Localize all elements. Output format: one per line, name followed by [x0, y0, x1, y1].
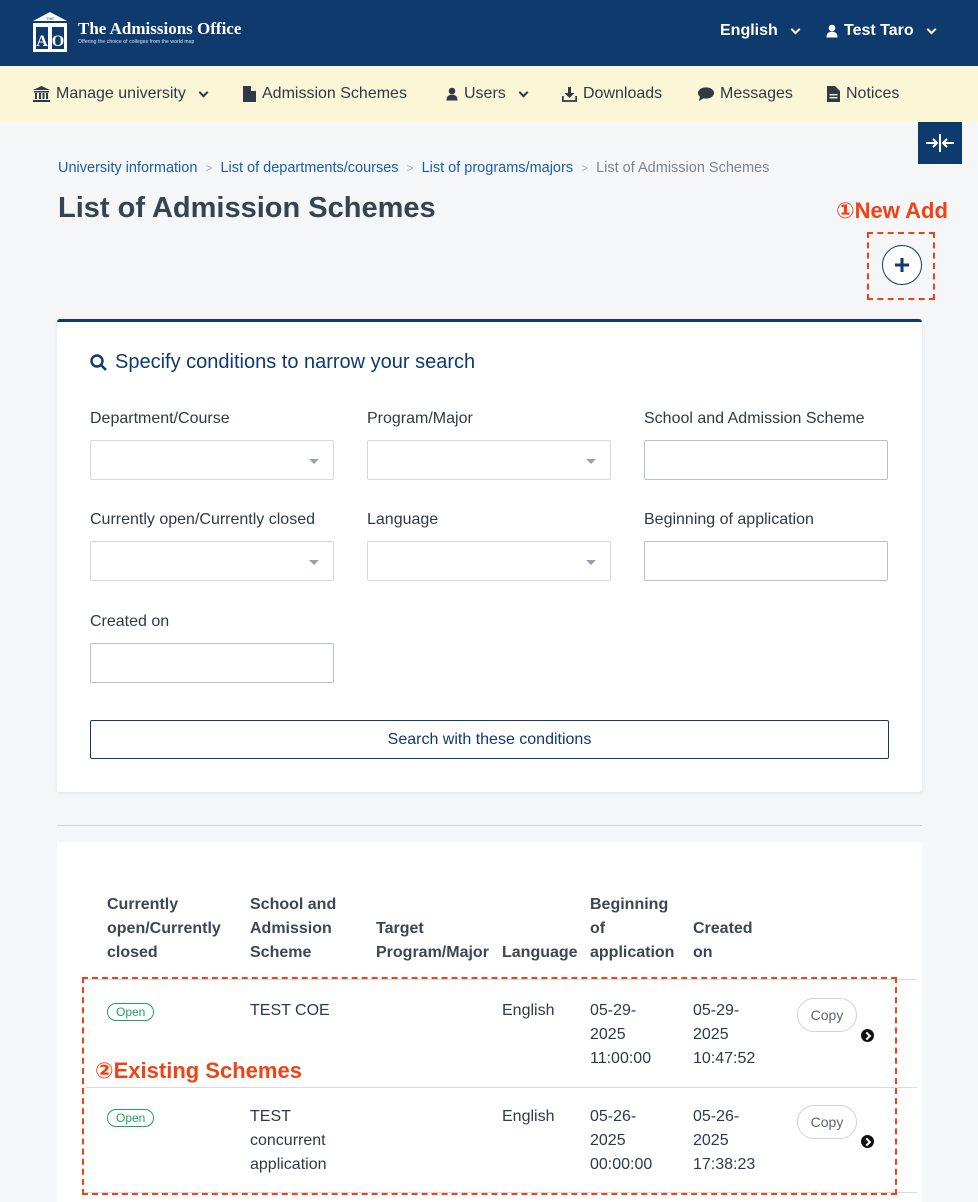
nav-downloads[interactable] [562, 85, 662, 103]
program-label: Program/Major [367, 410, 473, 427]
download-icon [562, 87, 577, 102]
language-label: English [720, 22, 778, 39]
open-closed-select[interactable] [90, 541, 334, 581]
page-title: List of Admission Schemes [58, 192, 436, 224]
logo[interactable] [32, 11, 241, 53]
caret-down-icon [586, 459, 596, 464]
svg-text:O: O [51, 33, 65, 50]
caret-down-icon [309, 459, 319, 464]
annotation-box-existing [82, 977, 897, 1195]
compress-arrows-icon [925, 133, 955, 153]
breadcrumb-separator: > [406, 161, 414, 175]
open-closed-label: Currently open/Currently closed [90, 511, 315, 528]
beginning-label: Beginning of application [644, 511, 814, 528]
status-badge: Open [107, 1003, 154, 1021]
nav-messages[interactable] [698, 85, 793, 103]
scheme-cell: TEST COE [250, 1002, 330, 1019]
created-cell: 05-26-2025 17:38:23 [693, 1108, 756, 1173]
status-badge: Open [107, 1109, 154, 1127]
university-icon [33, 86, 50, 102]
user-name: Test Taro [844, 22, 914, 39]
annotation-existing-schemes: ②Existing Schemes [95, 1058, 302, 1083]
user-icon [446, 87, 458, 101]
nav-label: Notices [846, 85, 900, 102]
school-scheme-label: School and Admission Scheme [644, 410, 865, 427]
column-header-target: Target Program/Major [376, 920, 489, 961]
language-cell: English [502, 1002, 555, 1019]
caret-down-icon [586, 560, 596, 565]
department-label: Department/Course [90, 410, 230, 427]
copy-button[interactable]: Copy [797, 998, 857, 1032]
caret-down-icon [309, 560, 319, 565]
nav-admission-schemes[interactable] [243, 85, 407, 103]
logo-title: The Admissions Office [78, 18, 242, 38]
search-panel [57, 319, 922, 792]
language-label: Language [367, 511, 439, 528]
top-header [0, 0, 978, 66]
logo-mark-icon [32, 11, 68, 53]
logo-subtitle: Offering the choice of colleges from the world map [78, 38, 195, 45]
breadcrumb-university-information[interactable]: University information [58, 160, 198, 176]
language-dropdown[interactable] [720, 22, 799, 40]
column-header-scheme: School and Admission Scheme [250, 896, 337, 961]
collapse-width-button[interactable] [918, 122, 962, 164]
breadcrumb-separator: > [205, 161, 213, 175]
nav-users[interactable] [446, 85, 527, 103]
chat-icon [698, 87, 714, 101]
school-scheme-input[interactable] [644, 440, 888, 480]
column-header-beginning: Beginning of application [590, 896, 675, 961]
created-label: Created on [90, 613, 170, 630]
breadcrumb-programs[interactable]: List of programs/majors [421, 160, 574, 176]
breadcrumb-departments[interactable]: List of departments/courses [220, 160, 399, 176]
column-header-status: Currently open/Currently closed [107, 896, 221, 961]
nav-label: Messages [720, 85, 793, 102]
user-icon [826, 24, 838, 38]
beginning-cell: 05-29-2025 11:00:00 [590, 1002, 652, 1067]
search-title-text: Specify conditions to narrow your search [115, 351, 476, 373]
nav-label: Users [464, 85, 506, 102]
logo-mark-text: THE [46, 16, 54, 21]
search-button[interactable]: Search with these conditions [90, 720, 889, 759]
nav-manage-university[interactable] [33, 85, 207, 103]
breadcrumb-current: List of Admission Schemes [596, 160, 770, 176]
nav-label: Manage university [56, 85, 186, 102]
created-input[interactable] [90, 643, 334, 683]
copy-button[interactable]: Copy [797, 1105, 857, 1139]
user-menu[interactable] [826, 22, 935, 40]
file-icon [243, 86, 256, 102]
nav-notices[interactable] [827, 85, 899, 103]
main-nav [0, 66, 978, 122]
nav-label: Downloads [583, 85, 663, 102]
column-header-language: Language [502, 944, 578, 961]
breadcrumb-separator: > [581, 161, 589, 175]
search-title [90, 351, 475, 374]
svg-text:A: A [36, 33, 48, 50]
program-select[interactable] [367, 440, 611, 480]
breadcrumb [58, 160, 769, 176]
column-header-created: Created on [693, 920, 753, 961]
created-cell: 05-29-2025 10:47:52 [693, 1002, 756, 1067]
annotation-new-add: ①New Add [836, 198, 948, 223]
beginning-input[interactable] [644, 541, 888, 581]
scheme-cell: TEST concurrent application [250, 1108, 327, 1173]
document-icon [827, 86, 840, 102]
search-icon [90, 354, 107, 371]
chevron-down-icon [926, 24, 936, 34]
department-select[interactable] [90, 440, 334, 480]
chevron-down-icon [518, 87, 528, 97]
plus-icon [895, 258, 909, 272]
chevron-down-icon [790, 24, 800, 34]
language-select[interactable] [367, 541, 611, 581]
add-scheme-button[interactable] [882, 245, 922, 285]
language-cell: English [502, 1108, 555, 1125]
divider [57, 825, 922, 826]
chevron-down-icon [198, 87, 208, 97]
beginning-cell: 05-26-2025 00:00:00 [590, 1108, 653, 1173]
nav-label: Admission Schemes [262, 85, 407, 102]
